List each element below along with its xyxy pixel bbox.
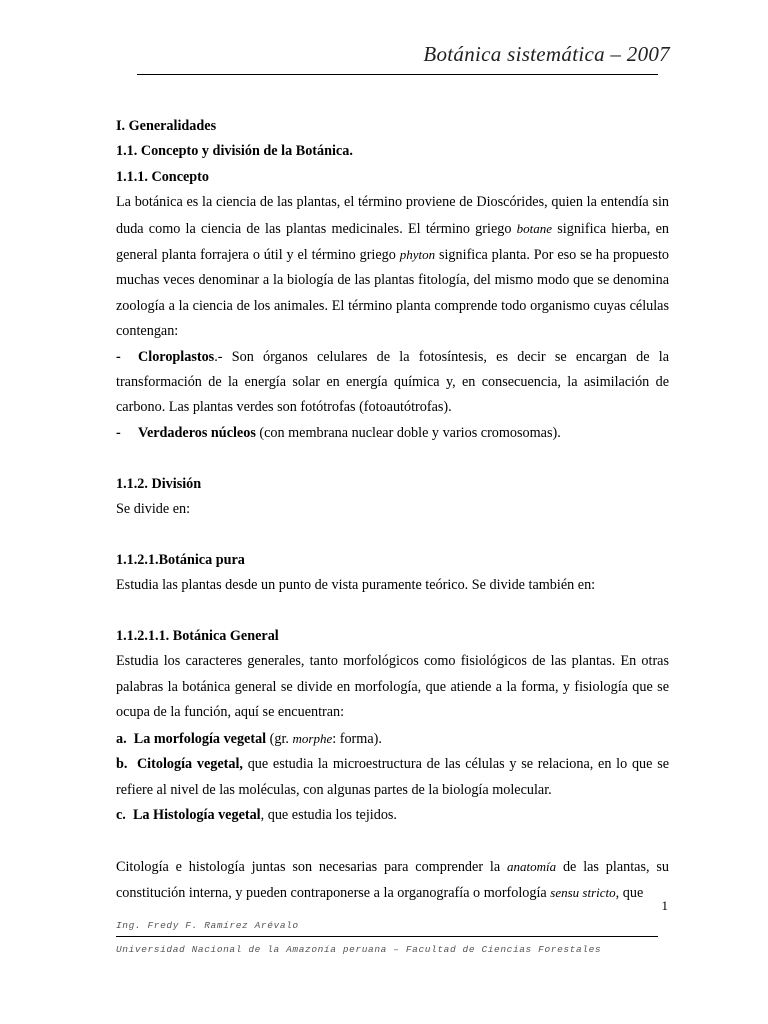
paragraph-botanica-general: Estudia los caracteres generales, tanto morfológicos como fisiológicos de las plantas. En otras palabras la botánica general se divide en morfología, que atiende a la forma, y fisiología que se ocupa de la función, aquí se encuentran:	[116, 653, 669, 721]
footer-author: Ing. Fredy F. Ramírez Arévalo	[116, 920, 299, 931]
italic-term: botane	[516, 220, 553, 236]
bold-term: Citología vegetal,	[136, 756, 243, 773]
heading-botanica-pura: 1.1.2.1.Botánica pura	[116, 551, 245, 568]
text-segment: (con membrana nuclear doble y varios cromosomas).	[255, 424, 561, 441]
heading-division: 1.1.2. División	[116, 475, 202, 492]
bullet-nucleos	[116, 421, 669, 446]
bold-term: Verdaderos núcleos	[138, 424, 256, 441]
text-segment: .- Son órganos celulares de la fotosíntesis, es decir se encargan de la transformación de la energía solar en energía química y, en consecuencia, la asimilación de carbono. Las plantas verdes son fotótrofas (fotoautótrofas).	[116, 348, 669, 416]
heading-botanica-general: 1.1.2.1.1. Botánica General	[116, 628, 279, 645]
page-number: 1	[661, 898, 668, 913]
bold-term: La Histología vegetal	[132, 806, 261, 823]
text-segment: La botánica es la ciencia de las plantas, el término proviene de Dioscórides, quien la entendía sin duda como la ciencia de las plantas medicinales. El término griego	[116, 194, 669, 237]
bullet-mark: -	[116, 348, 121, 365]
text-segment: Citología e histología juntas son necesarias para comprender la	[116, 858, 507, 875]
list-item-b	[116, 752, 669, 803]
list-marker: c.	[116, 806, 126, 823]
text-segment: significa hierba, en general planta forrajera o útil y el término griego	[116, 220, 669, 264]
bold-term: Cloroplastos	[138, 348, 215, 365]
heading-concepto-division: 1.1. Concepto y división de la Botánica.	[116, 143, 353, 160]
text-segment: (gr.	[266, 730, 293, 747]
italic-term: morphe	[292, 730, 333, 746]
list-marker: b.	[116, 756, 128, 773]
text-segment: significa planta. Por eso se ha propuesto muchas veces denominar a la biología de las plantas fitología, del mismo modo que se denomina zoología a la ciencia de los animales. El término planta comprende todo organismo cuyas células contengan:	[116, 247, 669, 340]
paragraph-botanica-pura: Estudia las plantas desde un punto de vista puramente teórico. Se divide también en:	[116, 577, 596, 594]
text-segment: , que	[615, 885, 644, 902]
heading-generalidades: I. Generalidades	[116, 118, 217, 134]
paragraph-division: Se divide en:	[116, 501, 191, 518]
header-title: Botánica sistemática – 2007	[423, 42, 670, 66]
text-segment: , que estudia los tejidos.	[260, 806, 397, 823]
paragraph-citologia	[116, 854, 669, 907]
italic-term: anatomía	[506, 858, 557, 874]
document-body	[116, 114, 669, 907]
heading-concepto: 1.1.1. Concepto	[116, 168, 210, 185]
text-segment: que estudia la microestructura de las células y se relaciona, en lo que se refiere al nivel de las moléculas, con algunas partes de la biología molecular.	[116, 756, 670, 798]
footer-rule	[116, 936, 658, 937]
list-item-a	[116, 726, 669, 752]
paragraph-concepto	[116, 190, 669, 344]
text-segment: de las plantas, su constitución interna, y pueden contraponerse a la organografía o morfología	[116, 858, 669, 902]
header-rule	[137, 74, 658, 75]
italic-term: sensu stricto	[550, 885, 616, 901]
footer-institution: Universidad Nacional de la Amazonía peruana – Facultad de Ciencias Forestales	[116, 944, 602, 955]
bold-term: La morfología vegetal	[133, 730, 267, 747]
italic-term: phyton	[399, 247, 436, 263]
list-item-c	[116, 803, 669, 828]
list-marker: a.	[116, 730, 127, 747]
bullet-cloroplastos	[116, 345, 669, 421]
bullet-mark: -	[116, 424, 121, 441]
text-segment: : forma).	[332, 730, 382, 747]
